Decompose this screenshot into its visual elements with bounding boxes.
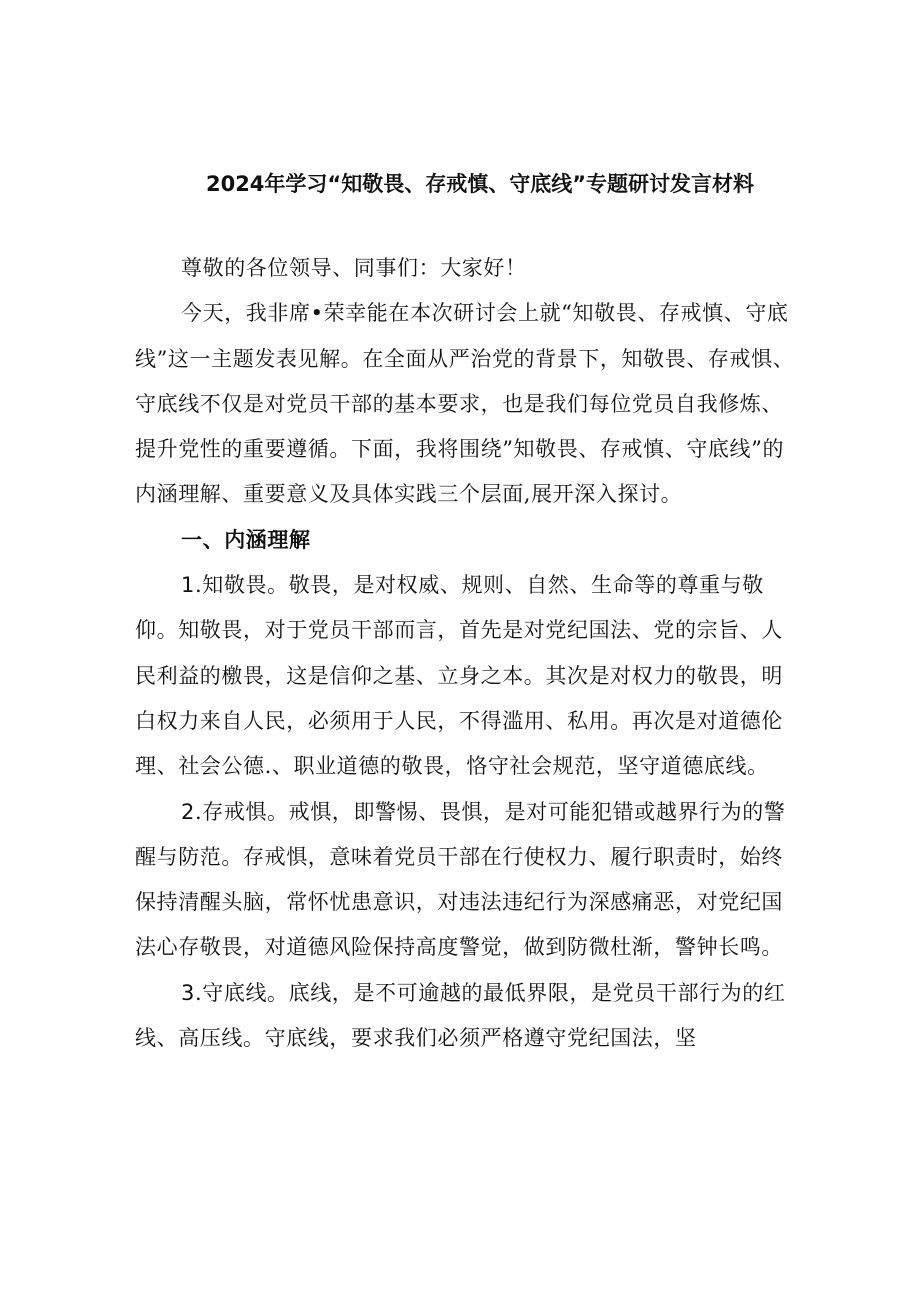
item-2-number: 2 bbox=[181, 799, 195, 824]
item-3-paragraph bbox=[135, 971, 795, 1062]
item-1-number: 1 bbox=[181, 573, 195, 598]
item-1-text: .知敬畏。敬畏，是对权威、规则、自然、生命等的尊重与敬仰。知敬畏，对于党员干部而言，首先是对党纪国法、党的宗旨、人民利益的檄畏，这是信仰之基、立身之本。其次是对权力的敬畏，明白权力来自人民，必须用于人民，不得滥用、私用。再次是对道德伦理、社会公德.、职业道德的敬畏，恪守社会规范，坚守道德底线。 bbox=[135, 573, 783, 779]
intro-paragraph: 今天，我非席•荣幸能在本次研讨会上就“知敬畏、存戒慎、守底线”这一主题发表见解。在全面从严治党的背景下，知敬畏、存戒惧、守底线不仅是对党员干部的基本要求，也是我们每位党员自我修炼、提升党性的重要遵循。下面，我将围绕”知敬畏、存戒慎、守底线”的内涵理解、重要意义及具体实践三个层面,展开深入探讨。 bbox=[135, 301, 795, 507]
item-2-text: .存戒惧。戒惧，即警惕、畏惧，是对可能犯错或越界行为的警醒与防范。存戒惧，意味着党员干部在行使权力、履行职责时，始终保持清醒头脑，常怀忧患意识，对违法违纪行为深感痛恶，对党纪国法心存敬畏，对道德风险保持高度警觉，做到防微杜渐，警钟长鸣。 bbox=[135, 799, 786, 960]
greeting-paragraph: 尊敬的各位领导、同事们：大家好！ bbox=[181, 256, 527, 280]
item-3-text: .守底线。底线，是不可逾越的最低界限，是党员干部行为的红线、高压线。守底线，要求我们必须严格遵守党纪国法，坚 bbox=[135, 980, 786, 1051]
item-3-number: 3 bbox=[181, 980, 195, 1005]
document-title: 2024年学习“知敬畏、存戒慎、守底线”专题研讨发言材料 bbox=[205, 172, 755, 196]
item-1-paragraph bbox=[135, 563, 795, 789]
document-body bbox=[135, 246, 795, 1061]
item-2-paragraph bbox=[135, 790, 795, 971]
section-heading: 一、内涵理解 bbox=[181, 527, 311, 552]
